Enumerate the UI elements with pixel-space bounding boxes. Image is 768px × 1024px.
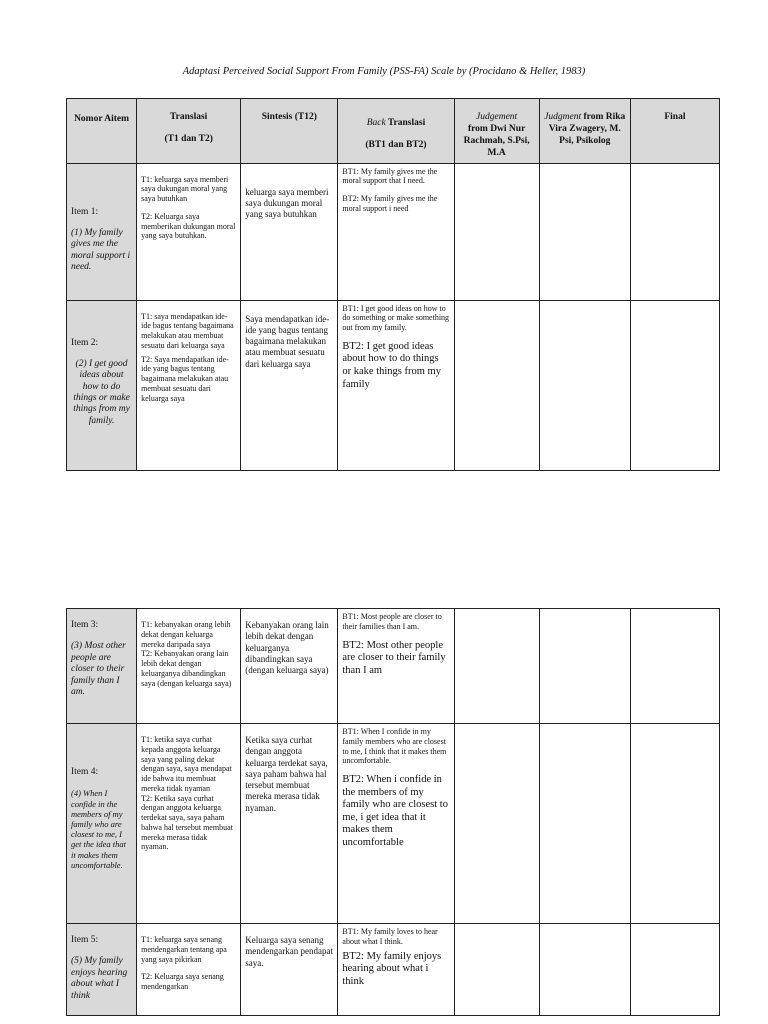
translasi-cell: T1: kebanyakan orang lebih dekat dengan keluarga mereka daripada saya T2: Kebanyakan orang lain lebih dekat dengan keluarganya dibandingkan saya (dengan keluarga saya) xyxy=(137,609,241,724)
sintesis-cell: Ketika saya curhat dengan anggota keluarga terdekat saya, saya paham bahwa hal tersebut membuat mereka merasa tidak nyaman. xyxy=(241,724,338,924)
judgement-2-cell xyxy=(539,163,630,300)
header-translasi: Translasi (T1 dan T2) xyxy=(137,99,241,164)
back-translasi-cell: BT1: My family loves to hear about what I think. BT2: My family enjoys hearing about what i think xyxy=(338,924,454,1016)
header-judgement-2: Judgment from Rika Vira Zwagery, M. Psi, Psikolog xyxy=(539,99,630,164)
back-translasi-cell: BT1: When I confide in my family members who are closest to me, I think that it makes them uncomfortable. BT2: When i confide in the members of my family who are closest to me, i get idea that it makes them uncomfortable xyxy=(338,724,454,924)
back-translasi-cell: BT1: Most people are closer to their families than I am. BT2: Most other people are closer to their family than I am xyxy=(338,609,454,724)
translasi-cell: T1: keluarga saya senang mendengarkan tentang apa yang saya pikirkan T2: Keluarga saya senang mendengarkan xyxy=(137,924,241,1016)
sintesis-cell: Keluarga saya senang mendengarkan pendapat saya. xyxy=(241,924,338,1016)
item-cell: Item 5: (5) My family enjoys hearing about what I think xyxy=(67,924,137,1016)
header-back-translasi: Back Translasi (BT1 dan BT2) xyxy=(338,99,454,164)
pss-fa-table-part-1 xyxy=(66,98,720,471)
sintesis-cell: Kebanyakan orang lain lebih dekat dengan keluarganya dibandingkan saya (dengan keluarga saya) xyxy=(241,609,338,724)
header-final: Final xyxy=(630,99,719,164)
table-caption: Adaptasi Perceived Social Support From Family (PSS-FA) Scale by (Procidano & Heller, 1983) xyxy=(182,66,586,77)
sintesis-cell: keluarga saya memberi saya dukungan moral yang saya butuhkan xyxy=(241,163,338,300)
translasi-cell: T1: keluarga saya memberi saya dukungan moral yang saya butuhkan T2: Keluarga saya memberikan dukungan moral yang saya butuhkan. xyxy=(137,163,241,300)
judgement-1-cell xyxy=(454,300,539,470)
final-cell xyxy=(630,300,719,470)
judgement-2-cell xyxy=(539,724,630,924)
final-cell xyxy=(630,924,719,1016)
judgement-1-cell xyxy=(454,724,539,924)
judgement-1-cell xyxy=(454,163,539,300)
final-cell xyxy=(630,163,719,300)
judgement-2-cell xyxy=(539,924,630,1016)
translasi-cell: T1: ketika saya curhat kepada anggota keluarga saya yang paling dekat dengan saya, saya mendapat ide bahwa itu membuat mereka tidak nyaman T2: Ketika saya curhat dengan anggota keluarga terdekat saya, saya paham bahwa hal tersebut membuat mereka merasa tidak nyaman. xyxy=(137,724,241,924)
item-cell: Item 3: (3) Most other people are closer to their family than I am. xyxy=(67,609,137,724)
table-row xyxy=(67,924,720,1016)
table-row xyxy=(67,609,720,724)
judgement-1-cell xyxy=(454,609,539,724)
table-row xyxy=(67,724,720,924)
judgement-2-cell xyxy=(539,609,630,724)
table-row xyxy=(67,300,720,470)
item-cell: Item 2: (2) I get good ideas about how to do things or make things from my family. xyxy=(67,300,137,470)
item-cell: Item 4: (4) When I confide in the members of my family who are closest to me, I get the idea that it makes them uncomfortable. xyxy=(67,724,137,924)
judgement-1-cell xyxy=(454,924,539,1016)
final-cell xyxy=(630,724,719,924)
header-judgement-1: Judgement from Dwi Nur Rachmah, S.Psi, M.A xyxy=(454,99,539,164)
final-cell xyxy=(630,609,719,724)
item-cell: Item 1: (1) My family gives me the moral support i need. xyxy=(67,163,137,300)
table-row xyxy=(67,163,720,300)
back-translasi-cell: BT1: I get good ideas on how to do something or make something out from my family. BT2: I get good ideas about how to do things or kake things from my family xyxy=(338,300,454,470)
header-nomor: Nomor Aitem xyxy=(67,99,137,164)
back-translasi-cell: BT1: My family gives me the moral support that I need. BT2: My family gives me the moral support i need xyxy=(338,163,454,300)
pss-fa-table-part-2 xyxy=(66,608,720,1016)
header-row xyxy=(67,99,720,164)
sintesis-cell: Saya mendapatkan ide-ide yang bagus tentang bagaimana melakukan atau membuat sesuatu dari keluarga saya xyxy=(241,300,338,470)
header-sintesis: Sintesis (T12) xyxy=(241,99,338,164)
judgement-2-cell xyxy=(539,300,630,470)
translasi-cell: T1: saya mendapatkan ide-ide bagus tentang bagaimana melakukan atau membuat sesuatu dari keluarga saya T2: Saya mendapatkan ide-ide yang bagus tentang bagaimana melakukan atau membuat sesuatu dari keluarga saya xyxy=(137,300,241,470)
